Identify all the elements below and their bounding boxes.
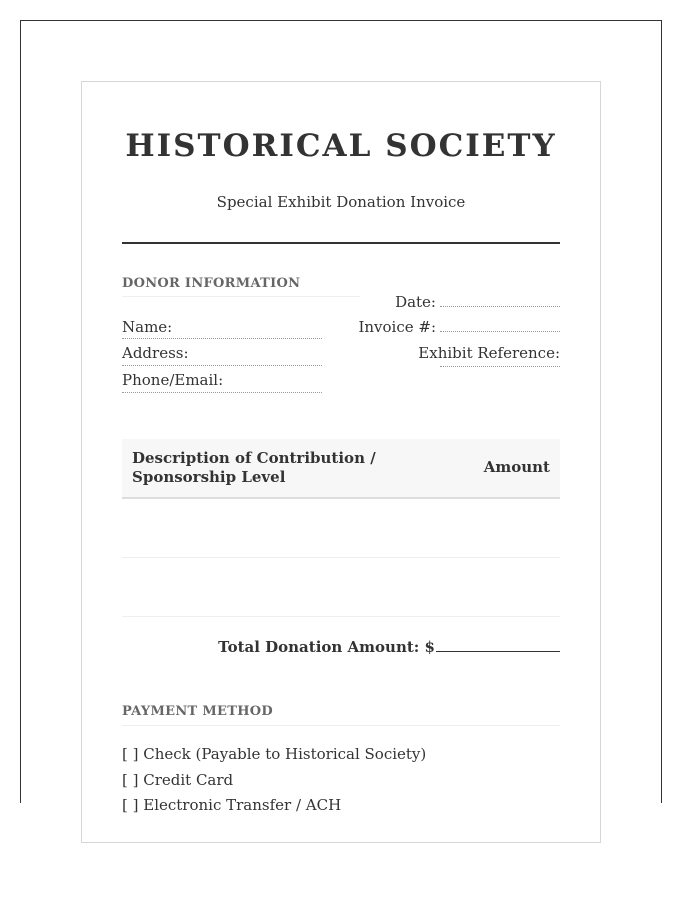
- contribution-table-header: [122, 439, 560, 499]
- total-amount-field[interactable]: [436, 638, 560, 652]
- total-label: Total Donation Amount: $: [218, 638, 435, 656]
- payment-option-check[interactable]: [ ] Check (Payable to Historical Society): [122, 745, 427, 763]
- payment-option-credit-card[interactable]: [ ] Credit Card: [122, 771, 234, 789]
- payment-method-heading: PAYMENT METHOD: [122, 704, 273, 719]
- payment-option-electronic-transfer[interactable]: [ ] Electronic Transfer / ACH: [122, 796, 342, 814]
- name-label: Name:: [122, 318, 173, 336]
- donor-info-heading: DONOR INFORMATION: [122, 276, 301, 291]
- description-column-header: Description of Contribution / Sponsorship Level: [132, 449, 376, 486]
- donor-info-divider: [122, 296, 360, 297]
- table-row[interactable]: [122, 558, 560, 617]
- organization-title: HISTORICAL SOCIETY: [125, 128, 557, 164]
- payment-method-divider: [122, 725, 560, 726]
- invoice-document: [81, 81, 601, 843]
- invoice-number-label: Invoice #:: [358, 318, 436, 336]
- date-field[interactable]: [440, 306, 560, 307]
- invoice-number-field[interactable]: [440, 331, 560, 332]
- total-donation: [218, 638, 560, 656]
- date-label: Date:: [395, 293, 436, 311]
- phone-email-label: Phone/Email:: [122, 371, 224, 389]
- table-row[interactable]: [122, 499, 560, 558]
- document-subtitle: Special Exhibit Donation Invoice: [216, 193, 466, 211]
- name-field[interactable]: [122, 338, 322, 339]
- amount-column-header: Amount: [483, 458, 550, 476]
- address-field[interactable]: [122, 365, 322, 366]
- title-divider: [122, 242, 560, 244]
- exhibit-reference-field[interactable]: [440, 366, 560, 367]
- address-label: Address:: [122, 344, 189, 362]
- phone-email-field[interactable]: [122, 392, 322, 393]
- exhibit-reference-label: Exhibit Reference:: [418, 344, 560, 362]
- page-frame: [20, 20, 662, 814]
